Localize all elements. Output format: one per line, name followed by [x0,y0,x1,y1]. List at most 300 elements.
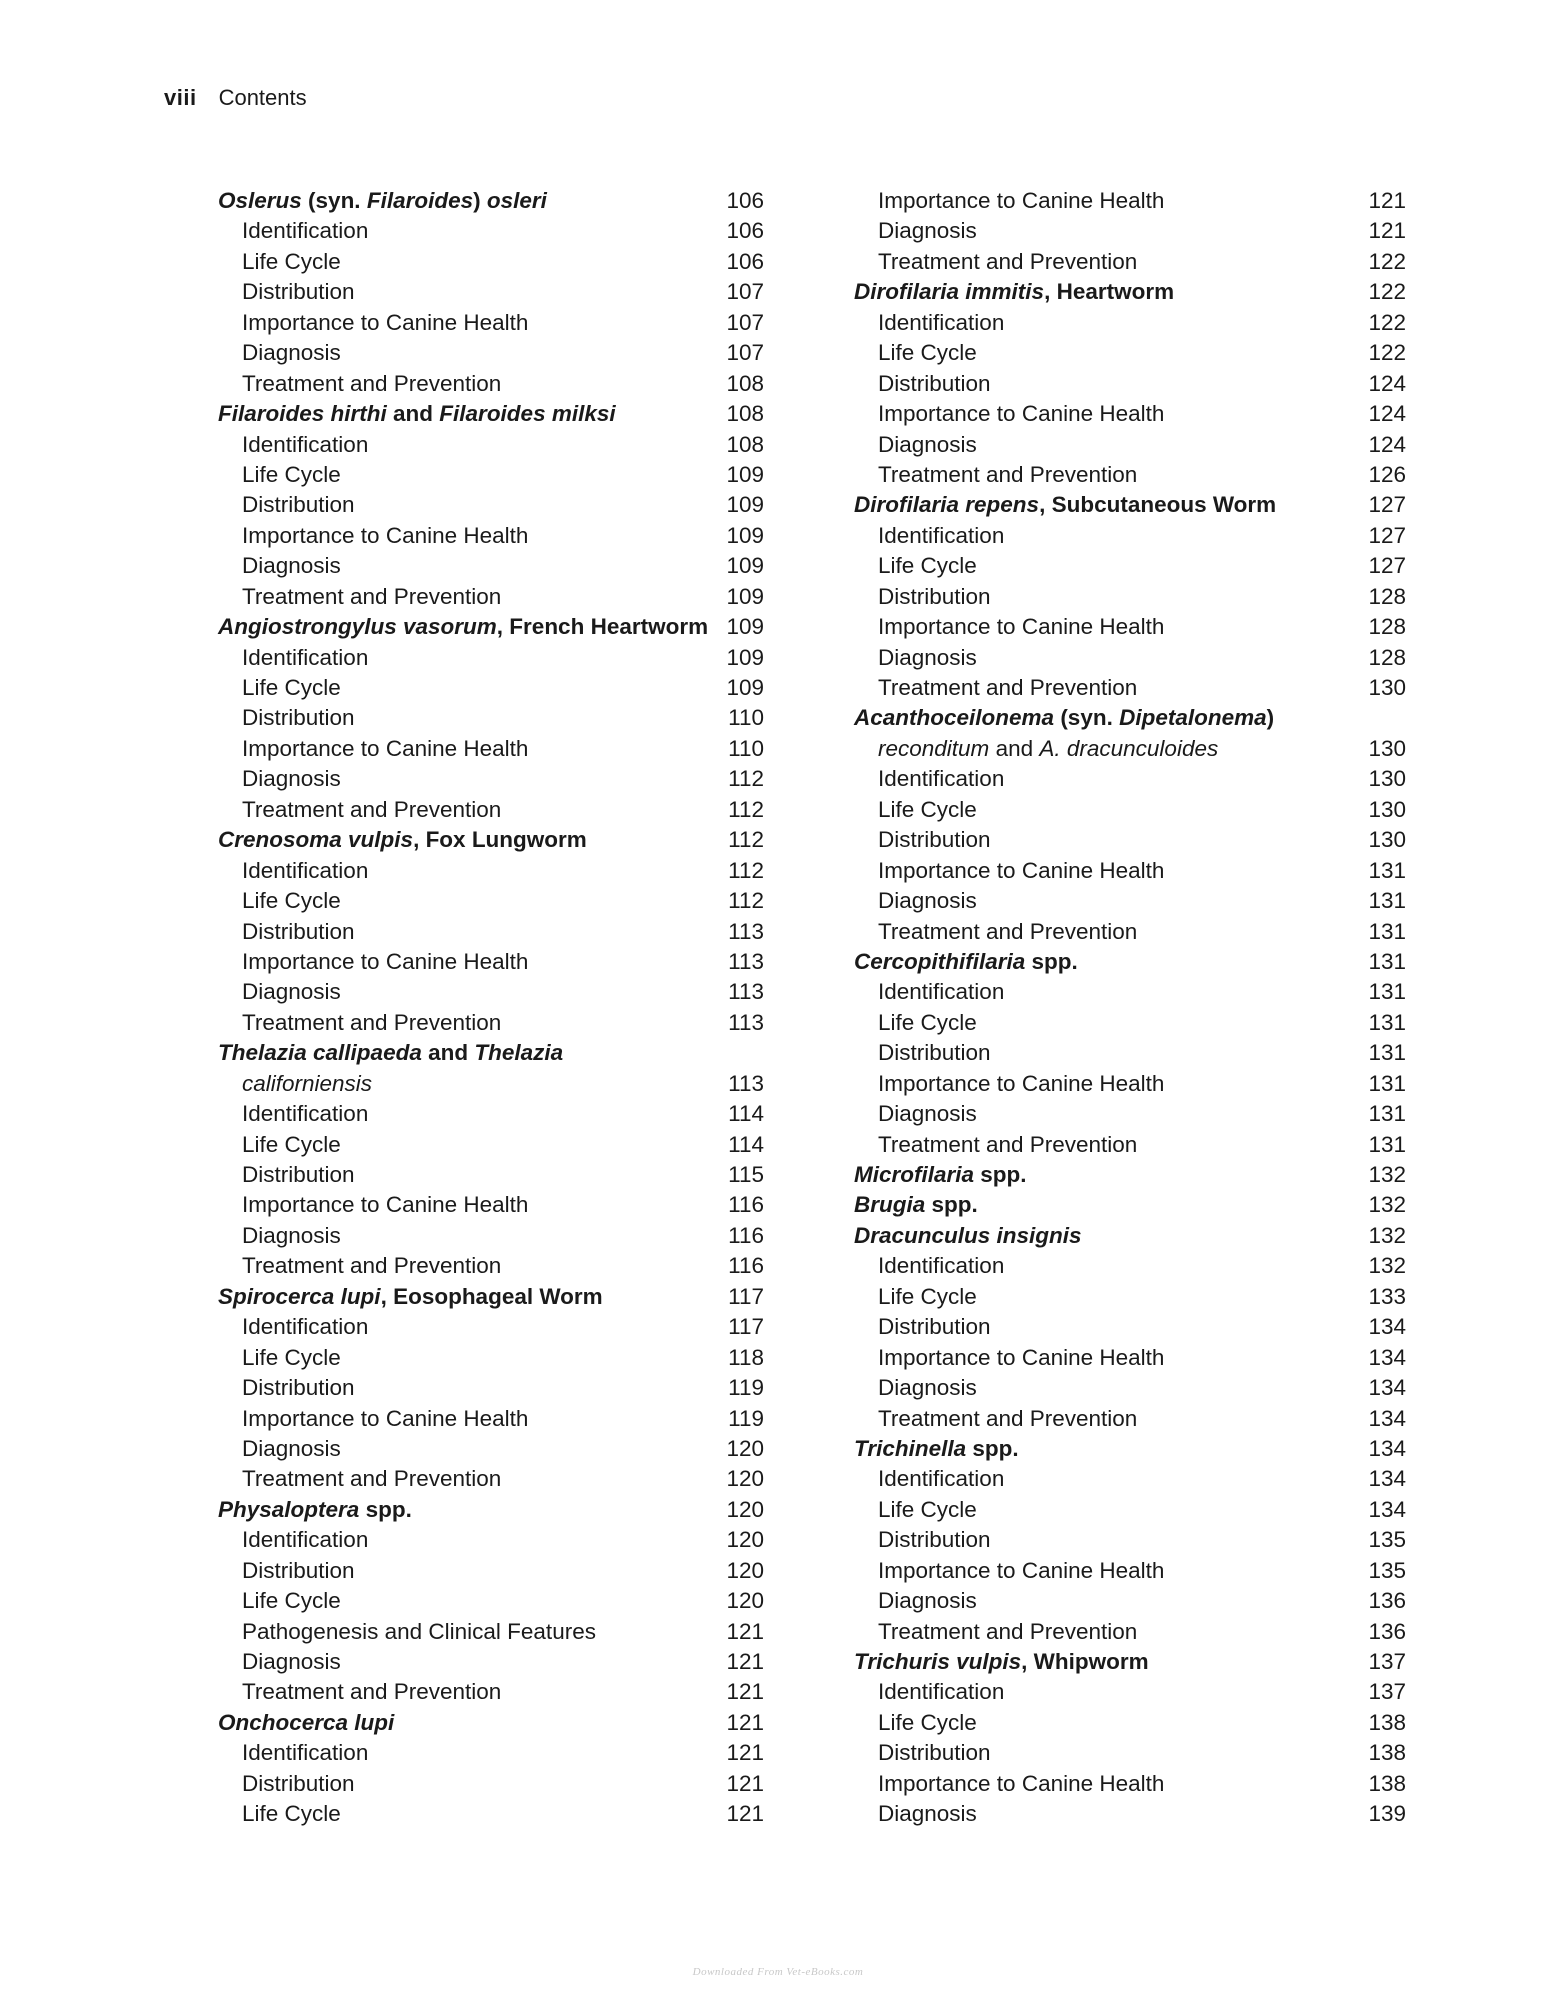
toc-entry-title: Distribution [242,705,355,731]
toc-subentry[interactable] [218,582,764,612]
title-text: , Heartworm [1044,279,1175,305]
toc-subentry[interactable] [218,1404,764,1434]
toc-subentry[interactable] [854,1038,1406,1068]
toc-entry-title: Life Cycle [242,1131,341,1157]
toc-entry[interactable] [854,947,1406,977]
toc-page-number: 119 [728,1405,764,1431]
toc-page-number: 134 [1368,1344,1406,1370]
toc-subentry[interactable] [854,1677,1406,1707]
toc-entry[interactable] [218,1069,764,1099]
toc-entry-title: Diagnosis [878,1588,977,1614]
toc-subentry[interactable] [854,1738,1406,1768]
toc-subentry[interactable] [218,1251,764,1281]
toc-subentry[interactable] [854,643,1406,673]
taxon-name: Microfilaria [854,1162,975,1187]
toc-subentry[interactable] [218,551,764,581]
toc-entry-title: Life Cycle [242,1801,341,1827]
toc-subentry[interactable] [218,1312,764,1342]
toc-subentry[interactable] [218,277,764,307]
title-text: spp. [359,1496,412,1522]
taxon-name: Trichinella [854,1435,967,1461]
toc-subentry[interactable] [218,1677,764,1707]
toc-subentry[interactable] [854,1799,1406,1829]
toc-subentry[interactable] [218,1525,764,1555]
toc-page-number: 107 [726,340,764,366]
toc-subentry[interactable] [854,1586,1406,1616]
toc-page-number: 116 [728,1192,764,1218]
toc-entry[interactable] [854,1160,1406,1190]
watermark: Downloaded From Vet-eBooks.com [692,1966,864,1978]
toc-subentry[interactable] [854,1099,1406,1129]
toc-entry-title [854,1434,1019,1464]
toc-subentry[interactable] [218,917,764,947]
toc-subentry[interactable] [854,977,1406,1007]
toc-entry-title: Identification [242,1101,369,1127]
toc-entry-title: Life Cycle [878,553,977,579]
taxon-name: Brugia [854,1192,926,1218]
toc-page-number: 131 [1368,1040,1406,1066]
toc-entry-title [218,1069,372,1099]
toc-page-number: 134 [1368,1435,1406,1461]
toc-entry-title: Diagnosis [878,1801,977,1827]
toc-entry-title: Life Cycle [242,888,341,914]
taxon-name: Cercopithifilaria [854,948,1026,974]
toc-subentry[interactable] [854,825,1406,855]
toc-subentry[interactable] [218,1221,764,1251]
toc-entry-title: Distribution [878,1527,991,1553]
toc-page-number: 131 [1368,1131,1406,1157]
taxon-name: Dracunculus insignis [854,1222,1082,1248]
title-text: ) [473,188,487,213]
toc-entry-title: Distribution [878,1040,991,1066]
toc-subentry[interactable] [854,308,1406,338]
toc-entry-title [854,734,1218,764]
toc-page-number: 113 [728,1009,764,1035]
toc-entry-title: Life Cycle [878,1283,977,1309]
toc-entry-title: Distribution [242,279,355,305]
toc-entry-title: Diagnosis [878,1375,977,1401]
taxon-name: osleri [486,188,547,213]
toc-subentry[interactable] [854,551,1406,581]
toc-subentry[interactable] [218,947,764,977]
toc-page-number: 121 [1368,218,1406,244]
toc-entry-title: Life Cycle [878,340,977,366]
toc-subentry[interactable] [218,1769,764,1799]
toc-entry-title: Treatment and Prevention [878,248,1138,274]
toc-subentry[interactable] [854,1769,1406,1799]
toc-page-number: 131 [1368,948,1406,974]
toc-entry-title: Diagnosis [242,766,341,792]
toc-entry-title: Identification [242,857,369,883]
toc-page-number: 136 [1368,1618,1406,1644]
toc-page-number: 132 [1368,1192,1406,1218]
toc-entry-title [218,1495,412,1525]
toc-subentry[interactable] [854,1404,1406,1434]
toc-entry-title: Diagnosis [242,1649,341,1674]
toc-entry-title: Diagnosis [242,1435,341,1461]
toc-subentry[interactable] [218,1343,764,1373]
toc-page-number: 120 [726,1496,764,1522]
toc-page-number: 120 [726,1435,764,1461]
toc-page-number: 114 [728,1131,764,1157]
toc-page-number: 113 [728,918,764,944]
toc-page-number: 128 [1368,614,1406,640]
taxon-name: Thelazia callipaeda [218,1040,422,1066]
toc-entry-title: Diagnosis [878,218,977,244]
toc-subentry[interactable] [218,1373,764,1403]
toc-subentry[interactable] [854,1556,1406,1586]
toc-page-number: 112 [728,888,764,914]
toc-entry-title [854,1190,978,1220]
toc-entry-title: Life Cycle [878,796,977,822]
toc-subentry[interactable] [218,703,764,733]
toc-entry-title: Importance to Canine Health [242,522,529,548]
toc-entry-title [854,1221,1082,1251]
toc-entry[interactable] [218,825,764,855]
toc-page-number: 117 [728,1283,764,1309]
toc-entry-title: Identification [878,309,1005,335]
toc-entry-title: Treatment and Prevention [242,1466,502,1492]
toc-subentry[interactable] [854,1251,1406,1281]
toc-subentry[interactable] [218,1738,764,1768]
toc-subentry[interactable] [854,764,1406,794]
toc-entry[interactable] [854,734,1406,764]
toc-subentry[interactable] [218,369,764,399]
toc-entry[interactable] [854,1434,1406,1464]
toc-entry-title: Life Cycle [242,1588,341,1614]
toc-subentry[interactable] [854,1069,1406,1099]
toc-entry-title: Importance to Canine Health [878,1070,1165,1096]
toc-subentry[interactable] [854,1343,1406,1373]
toc-page-number: 106 [726,218,764,244]
toc-page-number: 112 [728,857,764,883]
toc-column-left [218,186,764,1830]
toc-subentry[interactable] [854,216,1406,246]
toc-entry[interactable] [218,1038,764,1068]
toc-entry-title: Distribution [242,1770,355,1796]
toc-page-number: 127 [1368,553,1406,579]
toc-entry-title: Importance to Canine Health [878,857,1165,883]
taxon-name: Filaroides hirthi [218,401,387,427]
toc-entry[interactable] [218,612,764,642]
toc-page-number: 132 [1368,1253,1406,1279]
toc-subentry[interactable] [854,1495,1406,1525]
toc-page-number: 138 [1368,1709,1406,1735]
toc-subentry[interactable] [218,1586,764,1616]
toc-entry[interactable] [854,1190,1406,1220]
toc-page-number: 120 [726,1588,764,1614]
running-header [164,84,307,112]
taxon-name: reconditum [878,735,990,761]
toc-entry-title [854,703,1274,733]
toc-subentry[interactable] [854,247,1406,277]
toc-entry[interactable] [218,1282,764,1312]
toc-page-number: 120 [726,1557,764,1583]
toc-page-number: 121 [726,1679,764,1705]
toc-subentry[interactable] [218,460,764,490]
toc-subentry[interactable] [218,1617,764,1647]
toc-entry-title: Importance to Canine Health [242,948,529,974]
title-text: spp. [1025,948,1078,974]
toc-entry-title [218,399,616,429]
toc-page-number: 121 [726,1801,764,1827]
toc-entry[interactable] [854,277,1406,307]
running-title: Contents [218,85,307,110]
toc-entry-title: Treatment and Prevention [242,583,502,609]
toc-entry[interactable] [854,490,1406,520]
toc-entry-title: Identification [878,766,1005,792]
toc-subentry[interactable] [854,338,1406,368]
taxon-name: A. dracunculoides [1039,735,1219,761]
taxon-name: Thelazia [474,1040,564,1066]
toc-page-number: 114 [728,1101,764,1127]
toc-subentry[interactable] [218,521,764,551]
toc-entry-title: Life Cycle [242,248,341,274]
toc-page-number: 126 [1368,461,1406,487]
toc-entry-title: Treatment and Prevention [242,1253,502,1279]
toc-subentry[interactable] [218,1464,764,1494]
toc-subentry[interactable] [854,856,1406,886]
toc-subentry[interactable] [218,490,764,520]
toc-page-number: 130 [1368,796,1406,822]
toc-page-number: 134 [1368,1375,1406,1401]
toc-page-number: 121 [726,1740,764,1766]
toc-entry-title: Importance to Canine Health [242,1405,529,1431]
title-text: and [421,1040,475,1066]
toc-page-number: 130 [1368,827,1406,853]
toc-subentry[interactable] [854,582,1406,612]
toc-page-number: 117 [728,1314,764,1340]
toc-subentry[interactable] [218,308,764,338]
toc-page-number: 131 [1368,918,1406,944]
toc-page-number: 109 [726,553,764,579]
toc-subentry[interactable] [854,1464,1406,1494]
toc-entry-title [854,1160,1027,1190]
toc-entry-title: Distribution [242,1557,355,1583]
toc-entry-title: Treatment and Prevention [242,1679,502,1705]
taxon-name: Spirocerca lupi [218,1283,381,1309]
toc-page-number: 134 [1368,1466,1406,1492]
toc-page-number: 121 [726,1770,764,1796]
toc-page-number: 124 [1368,431,1406,457]
title-text: (syn. [1054,705,1120,731]
toc-entry-title: Distribution [878,583,991,609]
toc-subentry[interactable] [218,430,764,460]
toc-page-number: 131 [1368,888,1406,914]
toc-entry-title: Distribution [878,370,991,396]
toc-subentry[interactable] [854,399,1406,429]
toc-page-number: 128 [1368,644,1406,670]
toc-page-number: 109 [726,492,764,518]
toc-subentry[interactable] [854,612,1406,642]
toc-subentry[interactable] [218,338,764,368]
toc-subentry[interactable] [218,1434,764,1464]
taxon-name: Trichuris vulpis [854,1649,1022,1674]
toc-page-number: 107 [726,309,764,335]
toc-subentry[interactable] [218,1190,764,1220]
toc-page-number: 139 [1368,1801,1406,1827]
title-text: , Whipworm [1021,1649,1149,1674]
toc-page-number: 134 [1368,1314,1406,1340]
toc-entry-title: Diagnosis [242,1222,341,1248]
toc-page-number: 131 [1368,1009,1406,1035]
toc-page-number: 112 [728,796,764,822]
toc-entry[interactable] [854,1647,1406,1677]
toc-entry-title [218,1038,563,1068]
taxon-name: Crenosoma vulpis [218,827,414,853]
toc-entry-title: Life Cycle [878,1496,977,1522]
title-text: and [386,401,440,427]
toc-page-number: 135 [1368,1527,1406,1553]
toc-subentry[interactable] [218,1799,764,1829]
toc-subentry[interactable] [218,856,764,886]
toc-page-number: 130 [1368,766,1406,792]
toc-entry-title [854,490,1276,520]
toc-subentry[interactable] [854,795,1406,825]
toc-entry[interactable] [218,1708,764,1738]
toc-page-number: 108 [726,431,764,457]
toc-entry-title [218,1708,394,1738]
toc-subentry[interactable] [218,673,764,703]
taxon-name: Dirofilaria repens [854,492,1040,518]
toc-entry-title: Distribution [878,1314,991,1340]
toc-entry-title: Identification [878,1466,1005,1492]
toc-subentry[interactable] [218,977,764,1007]
toc-entry-title: Treatment and Prevention [878,675,1138,700]
toc-subentry[interactable] [854,1617,1406,1647]
toc-entry-title: Diagnosis [878,1101,977,1127]
toc-page-number: 112 [728,827,764,853]
toc-entry-title: Identification [242,218,369,244]
toc-subentry[interactable] [854,521,1406,551]
title-text: ) [1266,705,1275,731]
toc-entry[interactable] [218,399,764,429]
toc-subentry[interactable] [854,186,1406,216]
toc-entry-title: Treatment and Prevention [878,1618,1138,1644]
toc-entry-title [218,1282,603,1312]
toc-entry-title: Identification [242,1527,369,1553]
toc-subentry[interactable] [854,673,1406,703]
title-text: spp. [925,1192,978,1218]
toc-entry-title: Life Cycle [242,1344,341,1370]
toc-page-number: 132 [1368,1162,1406,1187]
toc-subentry[interactable] [218,1008,764,1038]
taxon-name: Acanthoceilonema [854,705,1055,731]
toc-subentry[interactable] [854,1708,1406,1738]
toc-subentry[interactable] [854,1373,1406,1403]
toc-subentry[interactable] [854,1312,1406,1342]
toc-page-number: 118 [728,1344,764,1370]
toc-entry-title: Life Cycle [878,1009,977,1035]
toc-entry-title: Treatment and Prevention [878,918,1138,944]
toc-page-number: 116 [728,1222,764,1248]
toc-page-number: 130 [1368,735,1406,761]
toc-entry-title: Distribution [878,827,991,853]
taxon-name: Dirofilaria immitis [854,279,1045,305]
toc-page-number: 133 [1368,1283,1406,1309]
toc-subentry[interactable] [854,1525,1406,1555]
title-text: spp. [966,1435,1019,1461]
toc-entry[interactable] [854,703,1406,733]
toc-entry-title: Diagnosis [242,979,341,1005]
toc-entry[interactable] [218,1495,764,1525]
toc-subentry[interactable] [218,1556,764,1586]
toc-subentry[interactable] [218,1647,764,1677]
toc-subentry[interactable] [854,917,1406,947]
toc-page-number: 120 [726,1527,764,1553]
toc-subentry[interactable] [218,1099,764,1129]
toc-entry-title: Importance to Canine Health [878,188,1165,213]
toc-entry-title: Diagnosis [242,553,341,579]
toc-subentry[interactable] [854,460,1406,490]
toc-subentry[interactable] [854,886,1406,916]
toc-subentry[interactable] [854,430,1406,460]
toc-subentry[interactable] [218,734,764,764]
toc-page-number: 120 [726,1466,764,1492]
toc-entry[interactable] [218,186,764,216]
toc-page-number: 113 [728,979,764,1005]
toc-entry-title: Treatment and Prevention [878,1131,1138,1157]
toc-page-number: 119 [728,1375,764,1401]
toc-subentry[interactable] [854,1130,1406,1160]
toc-entry[interactable] [854,1221,1406,1251]
toc-subentry[interactable] [218,764,764,794]
toc-page-number: 121 [726,1618,764,1644]
toc-entry-title: Importance to Canine Health [878,401,1165,427]
toc-column-right [854,186,1406,1830]
toc-subentry[interactable] [854,369,1406,399]
toc-page-number: 109 [726,675,764,700]
toc-page-number: 108 [726,401,764,427]
toc-entry-title: Distribution [242,1375,355,1401]
toc-page-number: 131 [1368,857,1406,883]
toc-subentry[interactable] [218,1160,764,1190]
toc-subentry[interactable] [854,1282,1406,1312]
toc-entry-title [218,825,587,855]
toc-page-number: 113 [728,1070,764,1096]
toc-entry-title: Identification [878,1253,1005,1279]
toc-entry-title: Identification [242,431,369,457]
toc-subentry[interactable] [218,795,764,825]
toc-page-number: 109 [726,522,764,548]
taxon-name: californiensis [242,1070,373,1096]
toc-entry-title: Pathogenesis and Clinical Features [242,1618,596,1644]
toc-page-number: 112 [728,766,764,792]
toc-page-number: 122 [1368,248,1406,274]
toc-subentry[interactable] [218,1130,764,1160]
toc-page-number: 110 [728,735,764,761]
toc-subentry[interactable] [218,216,764,246]
toc-page-number: 132 [1368,1222,1406,1248]
toc-subentry[interactable] [218,247,764,277]
toc-entry-title: Importance to Canine Health [242,735,529,761]
toc-entry-title: Distribution [242,492,355,518]
toc-subentry[interactable] [854,1008,1406,1038]
toc-entry-title: Importance to Canine Health [878,1557,1165,1583]
toc-subentry[interactable] [218,643,764,673]
toc-page-number: 121 [1368,188,1406,213]
toc-entry-title: Importance to Canine Health [242,1192,529,1218]
toc-subentry[interactable] [218,886,764,916]
toc-page-number: 138 [1368,1740,1406,1766]
toc-entry-title: Treatment and Prevention [878,1405,1138,1431]
toc-page-number: 136 [1368,1588,1406,1614]
title-text: spp. [974,1162,1027,1187]
toc-entry-title [218,186,547,216]
toc-page-number: 124 [1368,370,1406,396]
toc-entry-title: Identification [242,1740,369,1766]
toc-entry-title: Identification [878,522,1005,548]
